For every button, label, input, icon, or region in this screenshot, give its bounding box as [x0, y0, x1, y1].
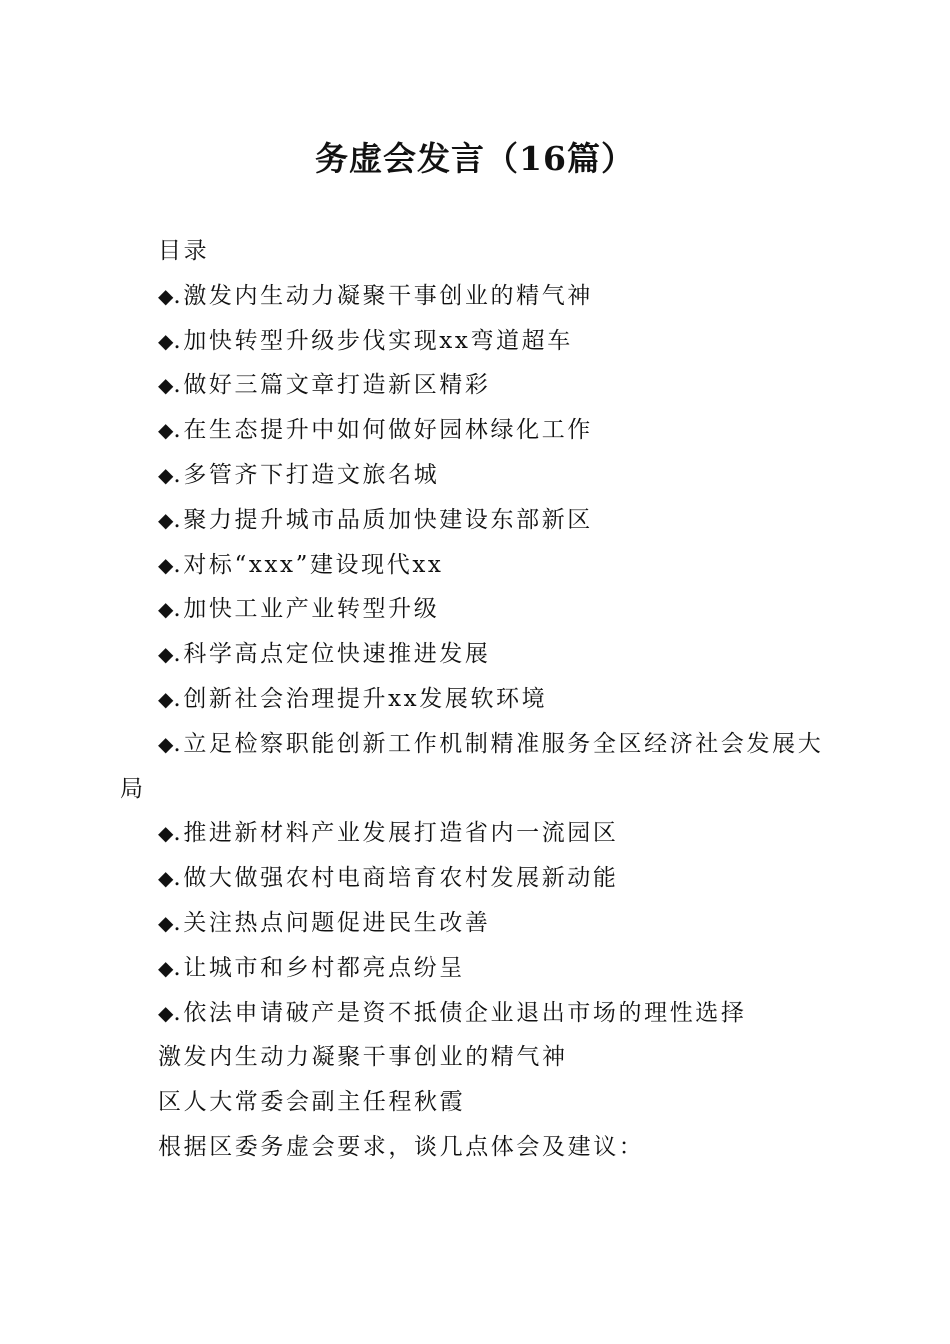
document-title: 务虚会发言（16篇） — [315, 139, 635, 178]
toc-item-dot: . — [173, 641, 184, 668]
opening-paragraph: 根据区委务虚会要求，谈几点体会及建议： — [158, 1133, 645, 1160]
diamond-bullet-icon: ◆ — [158, 552, 174, 577]
toc-item — [120, 363, 832, 408]
diamond-bullet-icon: ◆ — [158, 731, 174, 756]
diamond-bullet-icon: ◆ — [158, 955, 174, 980]
toc-item-dot: . — [173, 999, 184, 1026]
toc-item — [120, 677, 832, 722]
toc-item-text: 在生态提升中如何做好园林绿化工作 — [183, 417, 593, 444]
toc-item — [120, 587, 832, 632]
toc-item-dot: . — [173, 372, 184, 399]
diamond-bullet-icon: ◆ — [158, 910, 174, 935]
toc-item — [120, 811, 832, 856]
toc-item — [120, 901, 832, 946]
toc-item-dot: . — [173, 282, 184, 309]
toc-item-text: 激发内生动力凝聚干事创业的精气神 — [183, 282, 593, 309]
diamond-bullet-icon: ◆ — [158, 821, 174, 846]
toc-item-text: 关注热点问题促进民生改善 — [183, 909, 491, 936]
toc-item-dot: . — [173, 506, 184, 533]
toc-item — [120, 722, 832, 812]
toc-item-text: 聚力提升城市品质加快建设东部新区 — [183, 506, 593, 533]
toc-item — [120, 408, 832, 453]
toc-item-dot: . — [173, 461, 184, 488]
toc-item-text: 创新社会治理提升xx发展软环境 — [183, 685, 548, 712]
toc-item-text: 对标“xxx”建设现代xx — [183, 551, 444, 578]
toc-item — [120, 946, 832, 991]
toc-item — [120, 543, 832, 588]
toc-item-text: 做好三篇文章打造新区精彩 — [183, 372, 491, 399]
toc-item-text: 立足检察职能创新工作机制精准服务全区经济社会发展大局 — [120, 730, 824, 802]
toc-item-dot: . — [173, 730, 184, 757]
diamond-bullet-icon: ◆ — [158, 866, 174, 891]
toc-item-dot: . — [173, 865, 184, 892]
diamond-bullet-icon: ◆ — [158, 418, 174, 443]
toc-item-text: 推进新材料产业发展打造省内一流园区 — [183, 820, 619, 847]
toc-item-dot: . — [173, 685, 184, 712]
toc-item-dot: . — [173, 551, 184, 578]
diamond-bullet-icon: ◆ — [158, 283, 174, 308]
diamond-bullet-icon: ◆ — [158, 686, 174, 711]
diamond-bullet-icon: ◆ — [158, 373, 174, 398]
diamond-bullet-icon: ◆ — [158, 462, 174, 487]
toc-item — [120, 991, 832, 1036]
toc-item-text: 做大做强农村电商培育农村发展新动能 — [183, 865, 619, 892]
diamond-bullet-icon: ◆ — [158, 1000, 174, 1025]
toc-item-dot: . — [173, 596, 184, 623]
toc-item — [120, 453, 832, 498]
document-body — [120, 229, 832, 1170]
diamond-bullet-icon: ◆ — [158, 507, 174, 532]
toc-item-dot: . — [173, 327, 184, 354]
toc-item-text: 加快工业产业转型升级 — [183, 596, 440, 623]
toc-item-dot: . — [173, 909, 184, 936]
toc-item-text: 加快转型升级步伐实现xx弯道超车 — [183, 327, 573, 354]
toc-item-text: 让城市和乡村都亮点纷呈 — [183, 954, 465, 981]
toc-item-text: 科学高点定位快速推进发展 — [183, 641, 491, 668]
toc-item-text: 多管齐下打造文旅名城 — [183, 461, 440, 488]
toc-list — [120, 274, 832, 1036]
toc-item — [120, 498, 832, 543]
toc-item — [120, 274, 832, 319]
toc-item-dot: . — [173, 820, 184, 847]
author-line: 区人大常委会副主任程秋霞 — [158, 1089, 466, 1116]
toc-item-dot: . — [173, 417, 184, 444]
diamond-bullet-icon: ◆ — [158, 597, 174, 622]
toc-item-dot: . — [173, 954, 184, 981]
diamond-bullet-icon: ◆ — [158, 328, 174, 353]
toc-item — [120, 632, 832, 677]
section-title: 激发内生动力凝聚干事创业的精气神 — [158, 1044, 568, 1071]
diamond-bullet-icon: ◆ — [158, 642, 174, 667]
toc-item — [120, 856, 832, 901]
toc-heading: 目录 — [158, 238, 210, 264]
toc-item — [120, 319, 832, 364]
toc-item-text: 依法申请破产是资不抵债企业退出市场的理性选择 — [183, 999, 747, 1026]
